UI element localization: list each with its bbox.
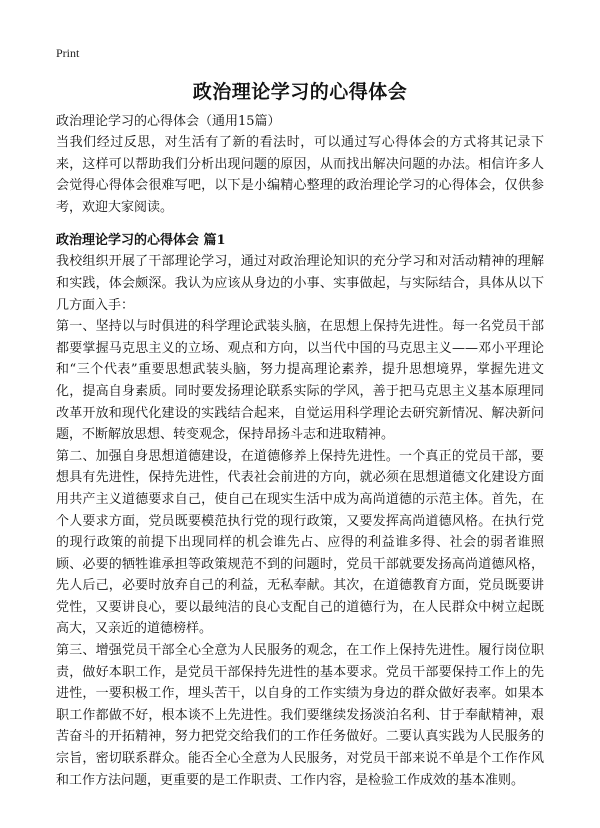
paragraph-1: 我校组织开展了干部理论学习，通过对政治理论知识的充分学习和对活动精神的理解和实践，体会颇深。我认为应该从身边的小事、实事做起，与实际结合，具体从以下几方面入手： [56, 254, 544, 313]
section-heading: 政治理论学习的心得体会 篇1 [56, 233, 226, 249]
paragraph-2: 第一、坚持以与时俱进的科学理论武装头脑，在思想上保持先进性。每一名党员干部都要掌握马克思主义的立场、观点和方向，以当代中国的马克思主义——邓小平理论和“三个代表”重要思想武装头脑，努力提高理论素养，提升思想境界，掌握先进文化，提高自身素质。同时要发扬理论联系实际的学风，善于把马克思主义基本原理同改革开放和现代化建设的实践结合起来，自觉运用科学理论去研究新情况、解决新问题，不断解放思想、转变观念，保持昂扬斗志和进取精神。 [56, 319, 544, 443]
paragraph-3: 第二、加强自身思想道德建设，在道德修养上保持先进性。一个真正的党员干部，要想具有先进性，保持先进性，代表社会前进的方向，就必须在思想道德文化建设方面用共产主义道德要求自己，使自己在现实生活中成为高尚道德的示范主体。首先，在个人要求方面，党员既要模范执行党的现行政策，又要发挥高尚道德风格。在执行党的现行政策的前提下出现同样的机会谁先占、应得的利益谁多得、社会的弱者谁照顾、必要的牺牲谁承担等政策规范不到的问题时，党员干部就要发扬高尚道德风格，先人后己，必要时放弃自己的利益，无私奉献。其次，在道德教育方面，党员既要讲党性，又要讲良心，要以最纯洁的良心支配自己的道德行为，在人民群众中树立起既高大，又亲近的道德榜样。 [56, 448, 544, 637]
document-subtitle: 政治理论学习的心得体会（通用15篇） [56, 114, 281, 129]
intro-paragraph: 当我们经过反思，对生活有了新的看法时，可以通过写心得体会的方式将其记录下来，这样可以帮助我们分析出现问题的原因，从而找出解决问题的办法。相信许多人会觉得心得体会很难写吧，以下是小编精心整理的政治理论学习的心得体会，仅供参考，欢迎大家阅读。 [56, 135, 544, 215]
print-link[interactable]: Print [56, 46, 80, 60]
paragraph-4: 第三、增强党员干部全心全意为人民服务的观念，在工作上保持先进性。履行岗位职责，做好本职工作，是党员干部保持先进性的基本要求。党员干部要保持工作上的先进性，一要积极工作，埋头苦干，以自身的工作实绩为身边的群众做好表率。如果本职工作都做不好，根本谈不上先进性。我们要继续发扬淡泊名利、甘于奉献精神，艰苦奋斗的开拓精神，努力把党交给我们的工作任务做好。二要认真实践为人民服务的宗旨，密切联系群众。能否全心全意为人民服务，对党员干部来说不单是个工作作风和工作方法问题，更重要的是工作职责、工作内容，是检验工作成效的基本准则。 [56, 643, 544, 788]
page-title: 政治理论学习的心得体会 [192, 81, 408, 103]
